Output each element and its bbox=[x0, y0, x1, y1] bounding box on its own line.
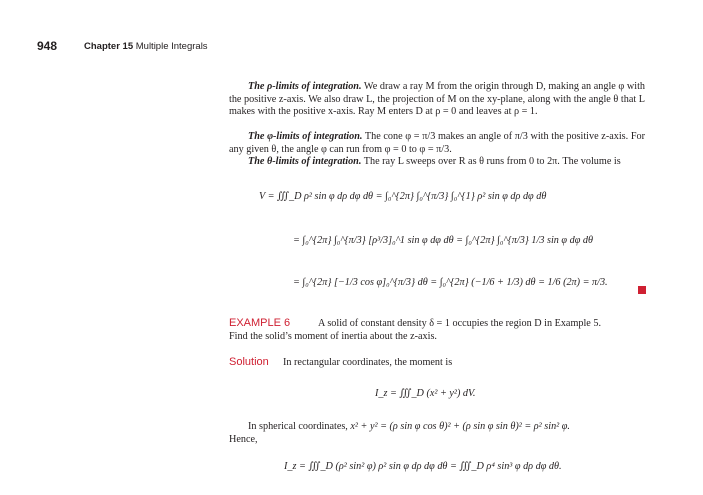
phi-limits-text: The cone φ = π/3 makes an angle of π/3 with the positive z-axis. For any given θ, the angle φ can run from φ = 0 to φ = π/3. bbox=[229, 131, 645, 155]
rho-limits-heading: The ρ-limits of integration. bbox=[248, 81, 362, 92]
spherical-identity: x² + y² = (ρ sin φ cos θ)² + (ρ sin φ sin θ)² = ρ² sin² φ. bbox=[350, 421, 570, 432]
hence-text: Hence, bbox=[229, 434, 258, 445]
example-text-line-1: A solid of constant density δ = 1 occupies the region D in Example 5. bbox=[318, 318, 602, 329]
theta-limits-text: The ray L sweeps over R as θ runs from 0 to 2π. The volume is bbox=[361, 156, 621, 167]
spherical-intro-text: In spherical coordinates, bbox=[248, 421, 348, 432]
volume-equation-line-1: V = ∭_D ρ² sin φ dρ dφ dθ = ∫₀^{2π} ∫₀^{π/3} ∫₀^{1} ρ² sin φ dρ dφ dθ bbox=[259, 191, 547, 202]
chapter-label: Chapter 15 bbox=[84, 41, 134, 52]
chapter-name: Multiple Integrals bbox=[135, 41, 208, 52]
example-text-line-2: Find the solid’s moment of inertia about the z-axis. bbox=[229, 331, 437, 342]
moment-spherical-equation: I_z = ∭_D (ρ² sin² φ) ρ² sin φ dρ dφ dθ = ∭_D ρ⁴ sin³ φ dρ dφ dθ. bbox=[284, 461, 562, 472]
paragraph-phi-limits bbox=[229, 131, 645, 156]
solution-label: Solution bbox=[229, 356, 269, 368]
paragraph-rho-limits bbox=[229, 81, 645, 119]
example-label: EXAMPLE 6 bbox=[229, 317, 291, 329]
paragraph-theta-limits bbox=[229, 156, 645, 169]
volume-equation-line-2: = ∫₀^{2π} ∫₀^{π/3} [ρ³/3]₀^1 sin φ dφ dθ = ∫₀^{2π} ∫₀^{π/3} 1/3 sin φ dφ dθ bbox=[293, 235, 593, 246]
hence-paragraph bbox=[229, 434, 645, 447]
solution-intro-text: In rectangular coordinates, the moment is bbox=[283, 357, 453, 368]
phi-limits-heading: The φ-limits of integration. bbox=[248, 131, 363, 142]
volume-equation-line-3: = ∫₀^{2π} [−1/3 cos φ]₀^{π/3} dθ = ∫₀^{2π} (−1/6 + 1/3) dθ = 1/6 (2π) = π/3. bbox=[293, 277, 608, 288]
chapter-title bbox=[84, 41, 208, 52]
rho-limits-text: We draw a ray M from the origin through D, making an angle φ with the positive z-axis. We also draw L, the projection of M on the xy-plane, along with the angle θ that L makes with the positive x-axis. Ray M enters D at ρ = 0 and leaves at ρ = 1. bbox=[229, 81, 645, 118]
end-of-example-square bbox=[638, 286, 646, 294]
page-number: 948 bbox=[37, 39, 58, 53]
theta-limits-heading: The θ-limits of integration. bbox=[248, 156, 362, 167]
moment-equation: I_z = ∭_D (x² + y²) dV. bbox=[375, 388, 476, 399]
spherical-paragraph bbox=[229, 421, 645, 434]
